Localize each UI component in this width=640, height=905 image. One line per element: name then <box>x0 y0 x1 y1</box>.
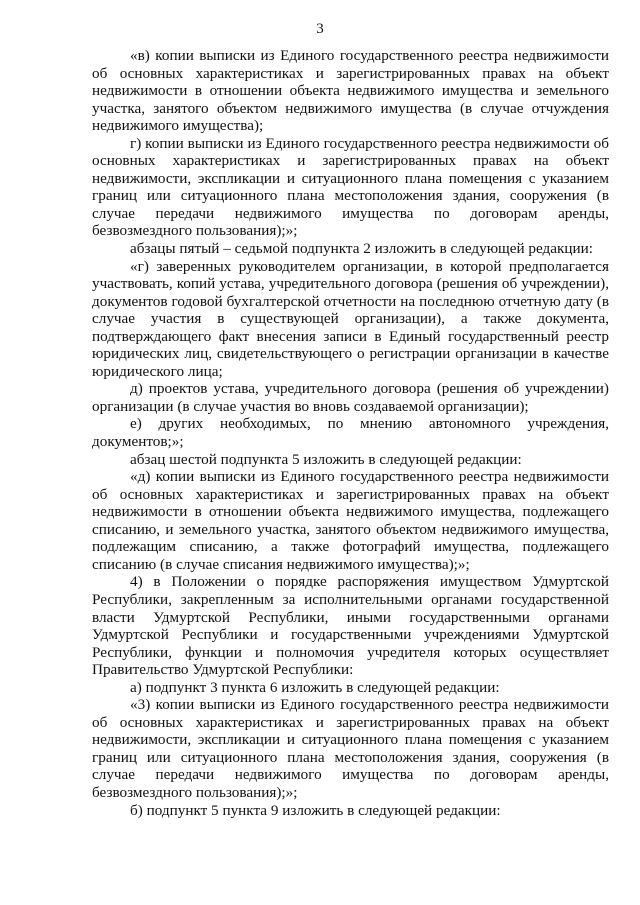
paragraph-a-subpoint-3-point-6: а) подпункт 3 пункта 6 изложить в следующей редакции: <box>130 678 500 696</box>
page-number: 3 <box>316 21 324 37</box>
paragraph-amendment-subpoint-5: абзац шестой подпункта 5 изложить в следующей редакции: <box>130 450 522 468</box>
document-body <box>92 47 609 819</box>
paragraph-g-extract-copy: г) копии выписки из Единого государственного реестра недвижимости об основных характеристиках и зарегистрированных правах на объект недвижимости, экспликации и ситуационного плана помещения с указанием границ или ситуационного плана местоположения здания, сооружения (в случае передачи недвижимого имущества по договорам аренды, безвозмездного пользования);»; <box>92 134 609 240</box>
paragraph-e-other-documents: е) других необходимых, по мнению автономного учреждения, документов;»; <box>92 415 609 451</box>
paragraph-v-extract-copy: «в) копии выписки из Единого государственного реестра недвижимости об основных характеристиках и зарегистрированных правах на объект недвижимости в отношении объекта недвижимого имущества и земельного участка, занятого объектом недвижимого имущества (в случае отчуждения недвижимого имущества); <box>92 47 609 135</box>
paragraph-4-regulation: 4) в Положении о порядке распоряжения имуществом Удмуртской Республики, закрепленным за исполнительными органами государственной власти Удмуртской Республики, иными государственными органами Удмуртской Республики и государственными учреждениями Удмуртской Республики, функции и полномочия учредителя которых осуществляет Правительство Удмуртской Республики: <box>92 573 609 679</box>
paragraph-d-draft-charter: д) проектов устава, учредительного договора (решения об учреждении) организации (в случае участия во вновь создаваемой организации); <box>92 380 609 415</box>
paragraph-g-certified-documents: «г) заверенных руководителем организации, в которой предполагается участвовать, копий устава, учредительного договора (решения об учреждении), документов годовой бухгалтерской отчетности на последнюю отчетную дату (в случае участия в существующей организации), а также документа, подтверждающего факт внесения записи в Единый государственный реестр юридических лиц, свидетельствующего о регистрации организации в качестве юридического лица; <box>92 257 609 380</box>
paragraph-amendment-subpoint-2: абзацы пятый – седьмой подпункта 2 изложить в следующей редакции: <box>130 240 593 258</box>
paragraph-b-subpoint-5-point-9: б) подпункт 5 пункта 9 изложить в следующей редакции: <box>130 801 501 819</box>
paragraph-3-extract-copy: «3) копии выписки из Единого государственного реестра недвижимости об основных характеристиках и зарегистрированных правах на объект недвижимости, экспликации и ситуационного плана помещения с указанием границ или ситуационного плана местоположения здания, сооружения (в случае передачи недвижимого имущества по договорам аренды, безвозмездного пользования);»; <box>92 696 609 801</box>
paragraph-d-write-off-extract: «д) копии выписки из Единого государственного реестра недвижимости об основных характеристиках и зарегистрированных правах на объект недвижимости в отношении объекта недвижимого имущества, подлежащего списанию, и земельного участка, занятого объектом недвижимого имущества, подлежащим списанию, а также фотографий имущества, подлежащего списанию (в случае списания недвижимого имущества);»; <box>92 468 609 573</box>
